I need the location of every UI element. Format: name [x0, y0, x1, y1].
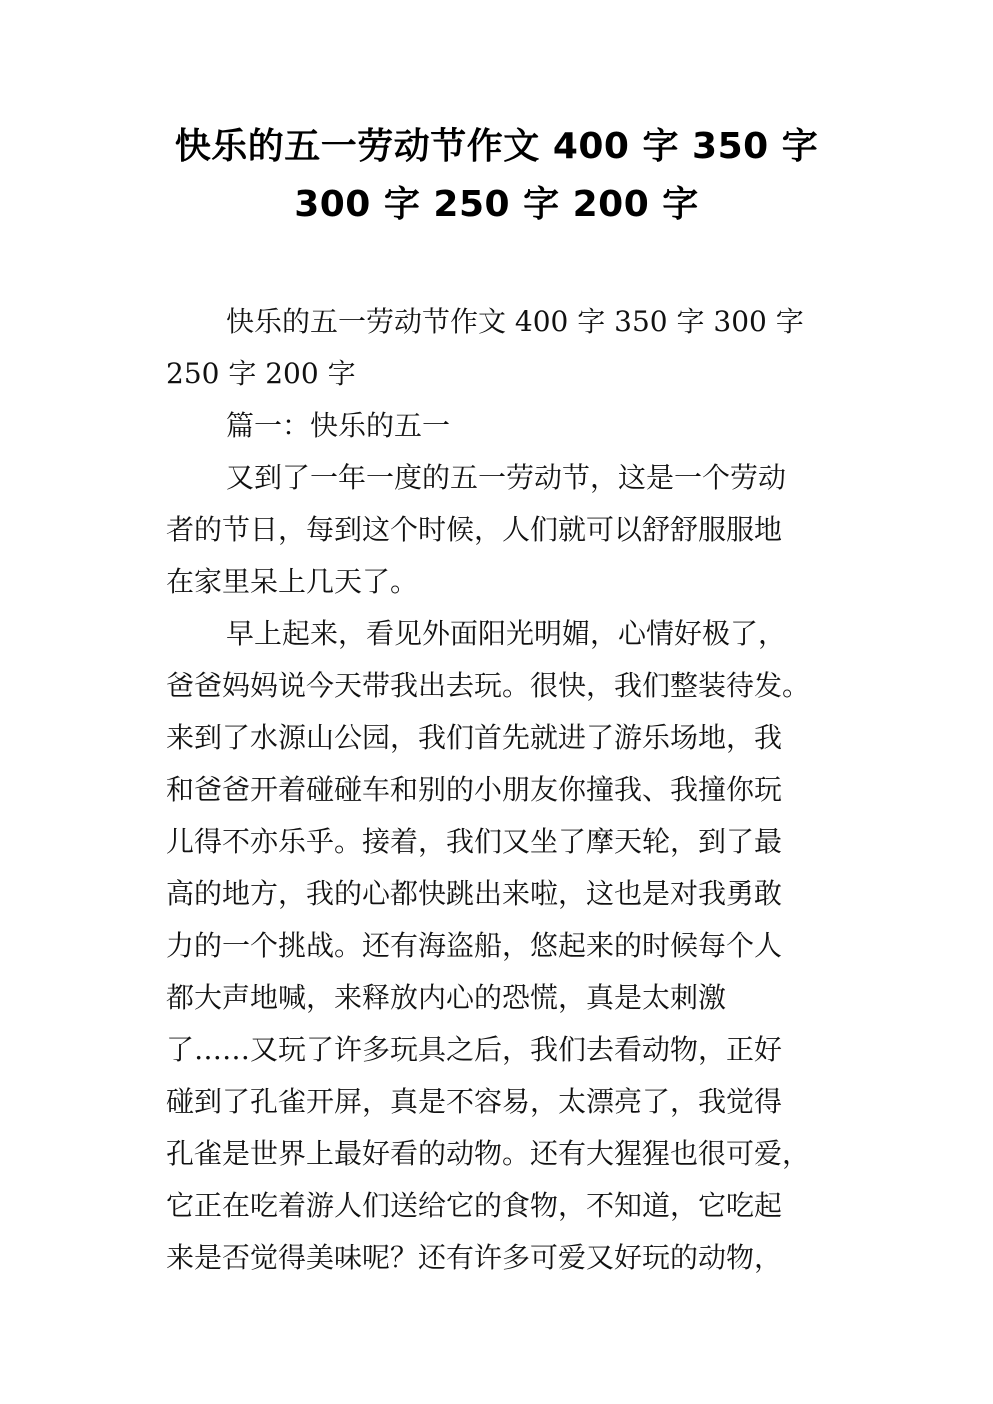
document-body [166, 296, 846, 1284]
body-line: 都大声地喊，来释放内心的恐慌，真是太刺激 [166, 981, 727, 1014]
body-line: 在家里呆上几天了。 [166, 565, 419, 598]
body-line: 高的地方，我的心都快跳出来啦，这也是对我勇敢 [166, 877, 783, 910]
body-line: 和爸爸开着碰碰车和别的小朋友你撞我、我撞你玩 [166, 773, 783, 806]
body-line: 爸爸妈妈说今天带我出去玩。很快，我们整装待发。 [166, 669, 811, 702]
body-line: 来是否觉得美味呢？还有许多可爱又好玩的动物， [166, 1241, 783, 1274]
title-line-1: 快乐的五一劳动节作文 400 字 350 字 [174, 126, 819, 167]
body-line: 者的节日，每到这个时候，人们就可以舒舒服服地 [166, 513, 783, 546]
title-line-2: 300 字 250 字 200 字 [294, 184, 699, 225]
body-line: 250 字 200 字 [166, 357, 356, 390]
document-title [120, 118, 873, 234]
body-line: 儿得不亦乐乎。接着，我们又坐了摩天轮，到了最 [166, 825, 783, 858]
body-line: 早上起来，看见外面阳光明媚，心情好极了， [226, 617, 787, 650]
body-line: 快乐的五一劳动节作文 400 字 350 字 300 字 [226, 305, 804, 338]
body-line: 来到了水源山公园，我们首先就进了游乐场地，我 [166, 721, 783, 754]
body-line: 了……又玩了许多玩具之后，我们去看动物，正好 [166, 1033, 783, 1066]
body-line: 它正在吃着游人们送给它的食物，不知道，它吃起 [166, 1189, 783, 1222]
body-line: 又到了一年一度的五一劳动节，这是一个劳动 [226, 461, 787, 494]
body-line: 力的一个挑战。还有海盗船，悠起来的时候每个人 [166, 929, 783, 962]
body-line: 碰到了孔雀开屏，真是不容易，太漂亮了，我觉得 [166, 1085, 783, 1118]
body-line: 孔雀是世界上最好看的动物。还有大猩猩也很可爱， [166, 1137, 811, 1170]
section-heading: 篇一：快乐的五一 [226, 409, 451, 442]
